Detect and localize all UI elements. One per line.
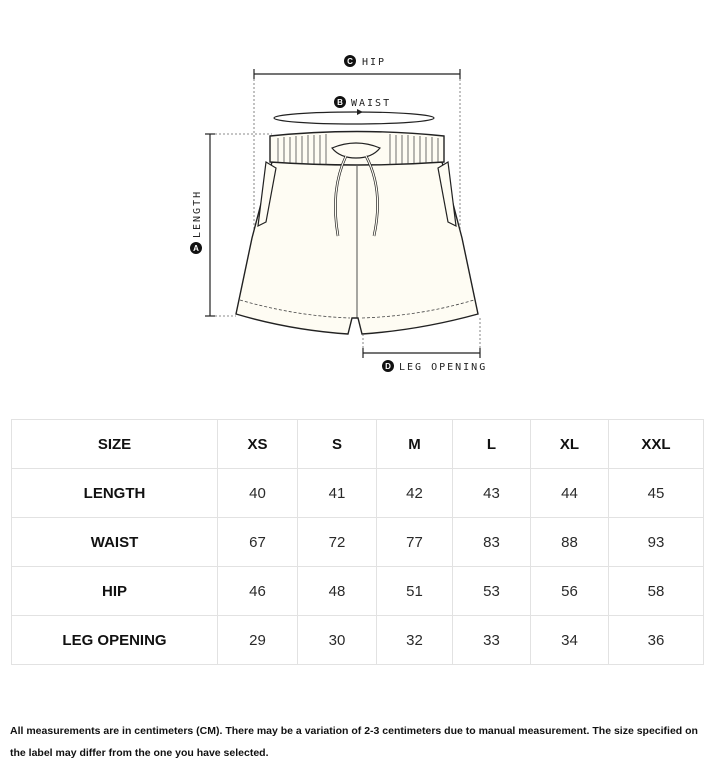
table-cell: 53 [453, 567, 531, 616]
table-cell: 36 [609, 616, 704, 665]
table-cell: 30 [298, 616, 377, 665]
hip-label [344, 55, 386, 68]
table-cell: 77 [377, 518, 453, 567]
table-cell: 88 [531, 518, 609, 567]
svg-text:C: C [347, 57, 353, 66]
table-row-leg-opening [12, 616, 704, 665]
row-label: HIP [12, 567, 218, 616]
header-cell-xxl: XXL [609, 420, 704, 469]
table-cell: 58 [609, 567, 704, 616]
table-cell: 40 [218, 469, 298, 518]
table-cell: 34 [531, 616, 609, 665]
table-cell: 51 [377, 567, 453, 616]
table-cell: 56 [531, 567, 609, 616]
measurement-note: All measurements are in centimeters (CM). There may be a variation of 2-3 centimeters due to manual measurement. The size specified on the label may differ from the one you have selected. [10, 725, 698, 759]
table-cell: 41 [298, 469, 377, 518]
header-cell-m: M [377, 420, 453, 469]
row-label: LEG OPENING [12, 616, 218, 665]
table-row-waist [12, 518, 704, 567]
svg-text:HIP: HIP [362, 57, 387, 68]
header-cell-size: SIZE [12, 420, 218, 469]
table-cell: 48 [298, 567, 377, 616]
leg-opening-label [382, 360, 487, 373]
table-cell: 42 [377, 469, 453, 518]
table-cell: 46 [218, 567, 298, 616]
svg-text:LENGTH: LENGTH [192, 189, 203, 238]
table-row-hip [12, 567, 704, 616]
table-cell: 33 [453, 616, 531, 665]
svg-text:D: D [385, 362, 391, 371]
table-row-length [12, 469, 704, 518]
header-cell-xs: XS [218, 420, 298, 469]
table-cell: 67 [218, 518, 298, 567]
table-cell: 83 [453, 518, 531, 567]
shorts-illustration [236, 132, 478, 335]
waist-label [334, 96, 391, 109]
row-label: LENGTH [12, 469, 218, 518]
table-cell: 43 [453, 469, 531, 518]
row-label: WAIST [12, 518, 218, 567]
header-cell-s: S [298, 420, 377, 469]
table-cell: 93 [609, 518, 704, 567]
table-cell: 45 [609, 469, 704, 518]
svg-text:A: A [193, 244, 199, 253]
size-chart-table [11, 419, 704, 665]
table-cell: 29 [218, 616, 298, 665]
svg-text:WAIST: WAIST [351, 98, 392, 109]
table-cell: 72 [298, 518, 377, 567]
length-label [190, 190, 203, 254]
table-cell: 44 [531, 469, 609, 518]
waist-dimension-ellipse [274, 112, 434, 124]
header-cell-l: L [453, 420, 531, 469]
svg-text:B: B [337, 98, 343, 107]
header-cell-xl: XL [531, 420, 609, 469]
table-header-row [12, 420, 704, 469]
table-cell: 32 [377, 616, 453, 665]
svg-text:LEG OPENING: LEG OPENING [399, 362, 488, 373]
